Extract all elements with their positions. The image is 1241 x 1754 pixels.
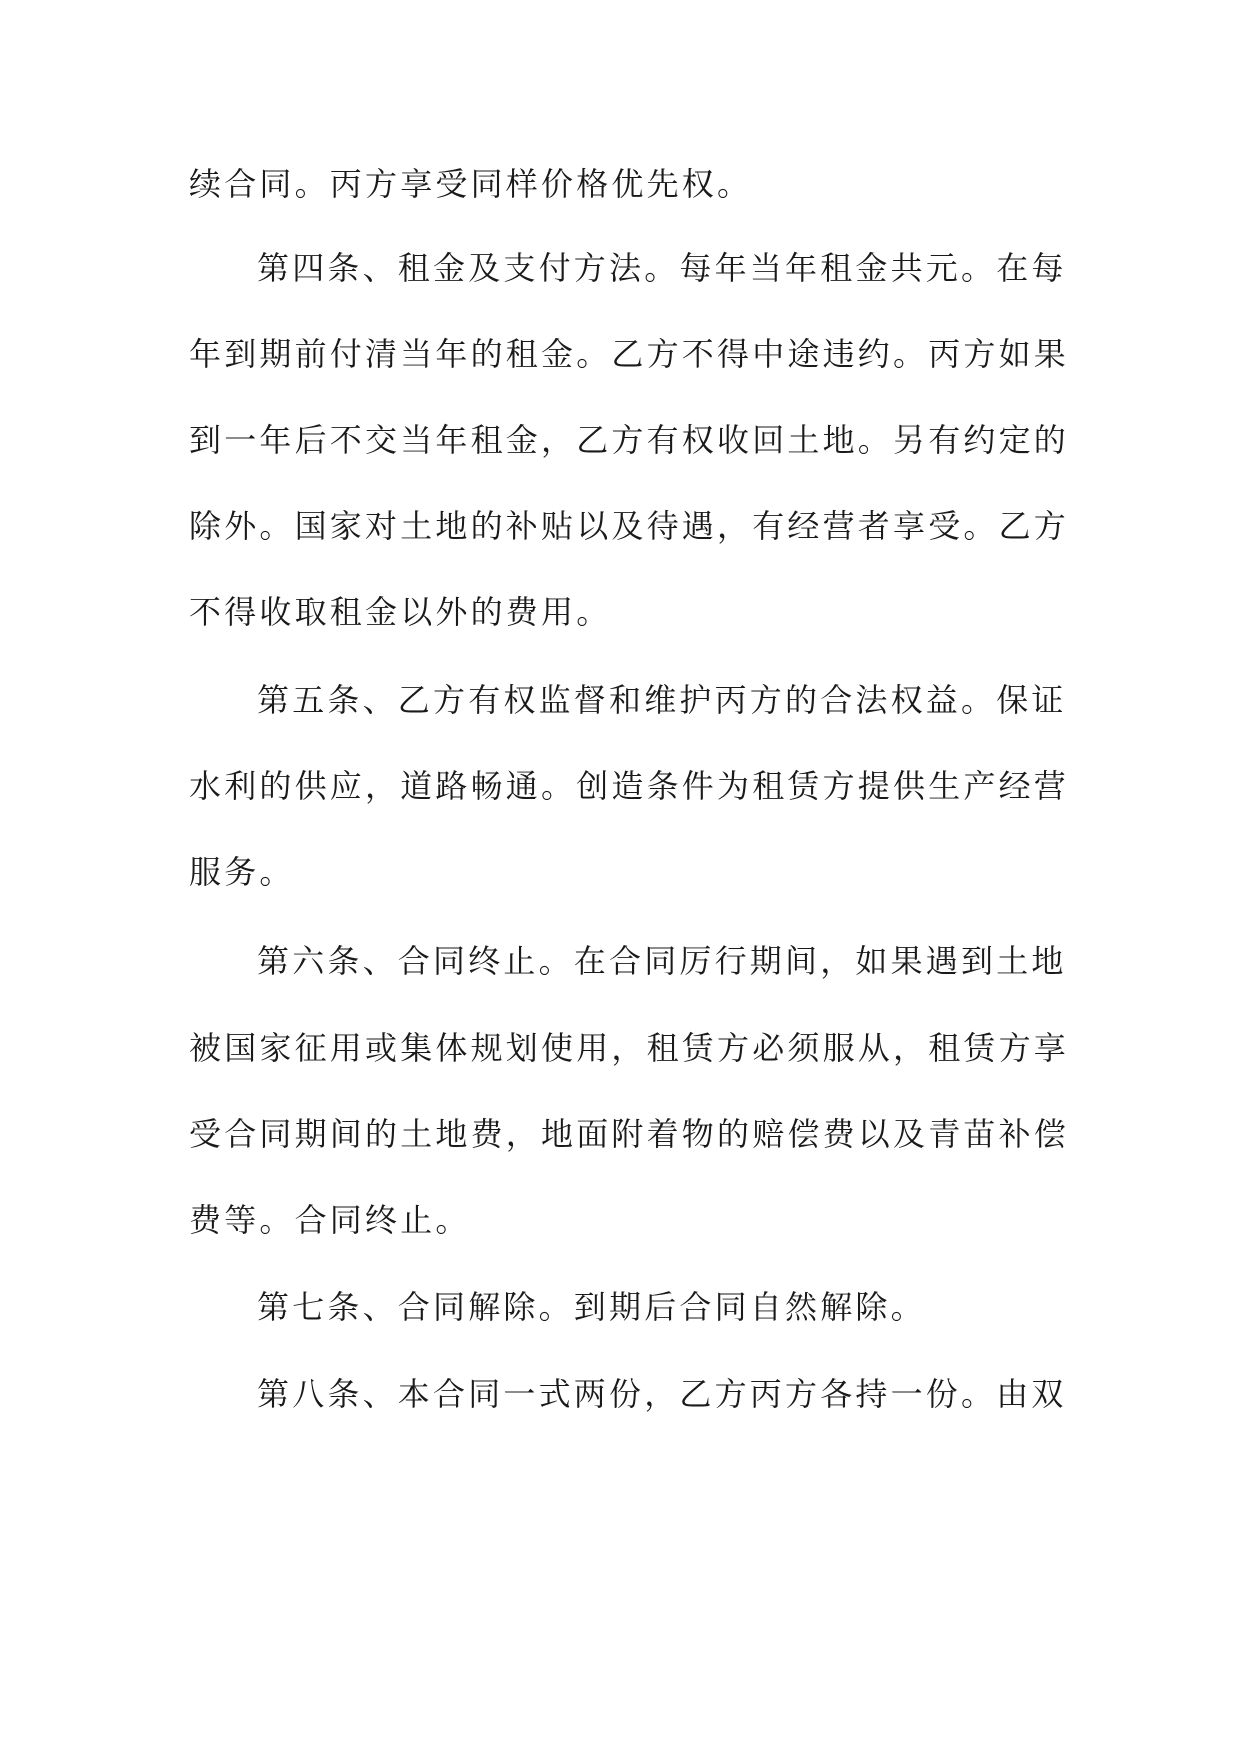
text-line: 年到期前付清当年的租金。乙方不得中途违约。丙方如果 xyxy=(189,335,1070,373)
text-line: 服务。 xyxy=(189,853,295,891)
text-line: 被国家征用或集体规划使用，租赁方必须服从，租赁方享 xyxy=(189,1029,1070,1067)
text-line: 续合同。丙方享受同样价格优先权。 xyxy=(189,165,753,203)
text-line: 第八条、本合同一式两份，乙方丙方各持一份。由双 xyxy=(257,1375,1067,1413)
text-line: 费等。合同终止。 xyxy=(189,1201,471,1239)
text-line: 第四条、租金及支付方法。每年当年租金共元。在每 xyxy=(257,249,1067,287)
text-line: 水利的供应，道路畅通。创造条件为租赁方提供生产经营 xyxy=(189,767,1070,805)
text-line: 不得收取租金以外的费用。 xyxy=(189,593,612,631)
text-line: 第六条、合同终止。在合同厉行期间，如果遇到土地 xyxy=(257,942,1067,980)
text-line: 到一年后不交当年租金，乙方有权收回土地。另有约定的 xyxy=(189,421,1070,459)
text-line: 第七条、合同解除。到期后合同自然解除。 xyxy=(257,1288,926,1326)
text-line: 第五条、乙方有权监督和维护丙方的合法权益。保证 xyxy=(257,681,1067,719)
text-line: 受合同期间的土地费，地面附着物的赔偿费以及青苗补偿 xyxy=(189,1115,1070,1153)
text-line: 除外。国家对土地的补贴以及待遇，有经营者享受。乙方 xyxy=(189,507,1070,545)
